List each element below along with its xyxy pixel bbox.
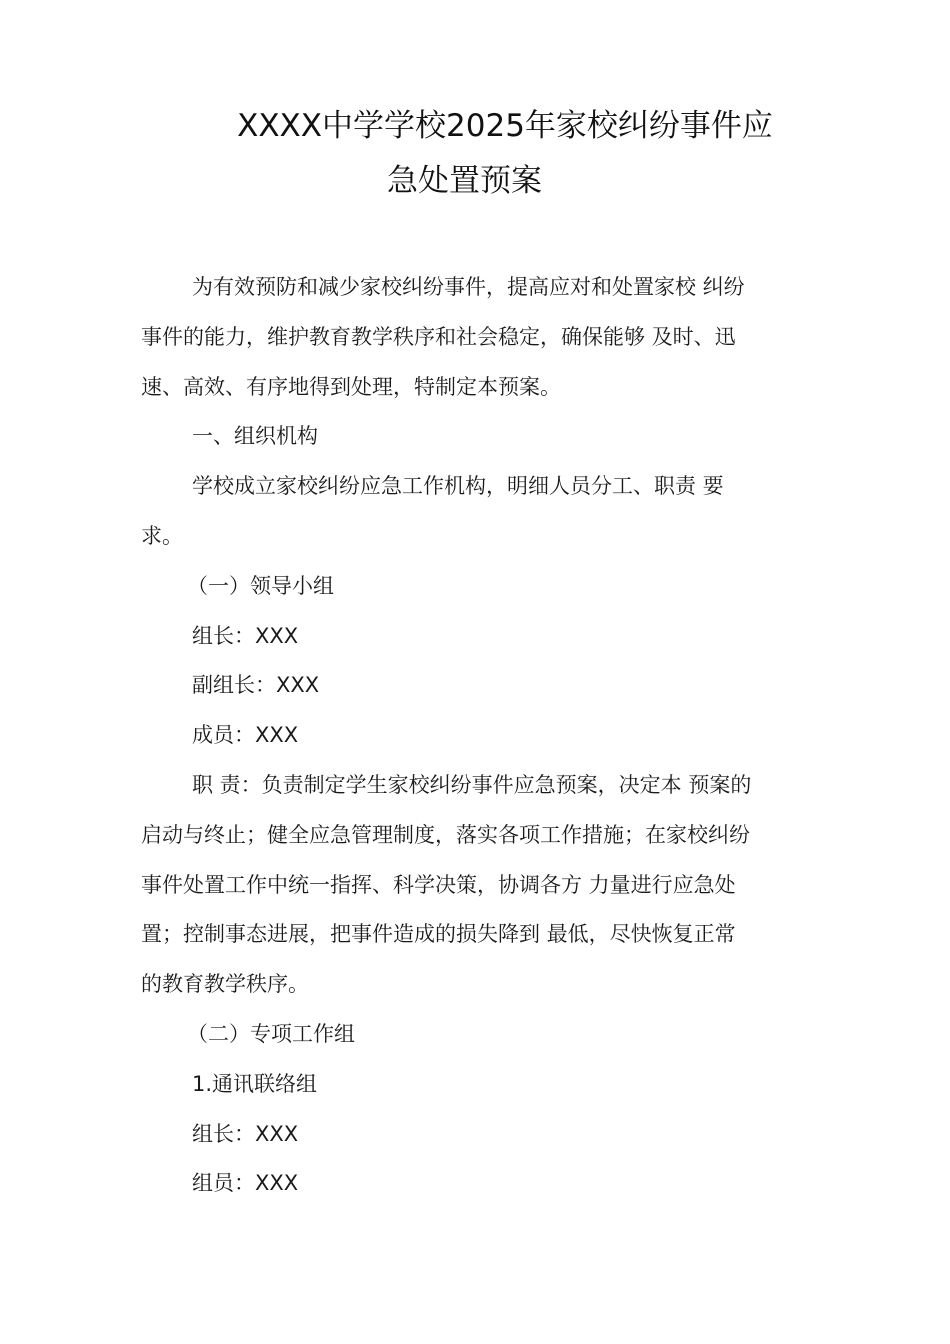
group1-deputy: 副组长：XXX xyxy=(192,673,320,698)
intro-paragraph xyxy=(141,263,831,412)
duty-line: 事件处置工作中统一指挥、科学决策，协调各方 力量进行应急处 xyxy=(141,872,736,897)
group2-heading: （二）专项工作组 xyxy=(187,1021,355,1046)
duty-line: 职 责：负责制定学生家校纠纷事件应急预案，决定本 预案的 xyxy=(192,772,752,797)
group1-members: 成员：XXX xyxy=(192,723,299,748)
group1-leader: 组长：XXX xyxy=(192,623,299,648)
section1-line: 学校成立家校纠纷应急工作机构，明细人员分工、职责 要 xyxy=(192,474,724,499)
document-body xyxy=(141,263,831,1209)
section1-line: 求。 xyxy=(141,523,183,548)
subgroup1-members: 组员：XXX xyxy=(192,1171,299,1196)
intro-line: 速、高效、有序地得到处理，特制定本预案。 xyxy=(141,374,561,399)
subgroup1-heading: 1.通讯联络组 xyxy=(192,1071,318,1096)
duty-paragraph xyxy=(141,761,831,1010)
intro-line: 为有效预防和减少家校纠纷事件，提高应对和处置家校 纠纷 xyxy=(192,275,745,299)
section1-heading: 一、组织机构 xyxy=(192,424,318,449)
subgroup1-leader: 组长：XXX xyxy=(192,1121,299,1146)
duty-line: 启动与终止；健全应急管理制度，落实各项工作措施；在家校纠纷 xyxy=(141,822,750,847)
document-title-line-2: 急处置预案 xyxy=(387,163,542,199)
intro-line: 事件的能力，维护教育教学秩序和社会稳定，确保能够 及时、迅 xyxy=(141,324,736,349)
group1-heading: （一）领导小组 xyxy=(187,573,334,598)
duty-line: 置；控制事态进展，把事件造成的损失降到 最低，尽快恢复正常 xyxy=(141,922,736,947)
document-title-line-1: XXXX中学学校2025年家校纠纷事件应 xyxy=(237,108,773,144)
section1-paragraph xyxy=(141,462,831,562)
duty-line: 的教育教学秩序。 xyxy=(141,972,309,997)
